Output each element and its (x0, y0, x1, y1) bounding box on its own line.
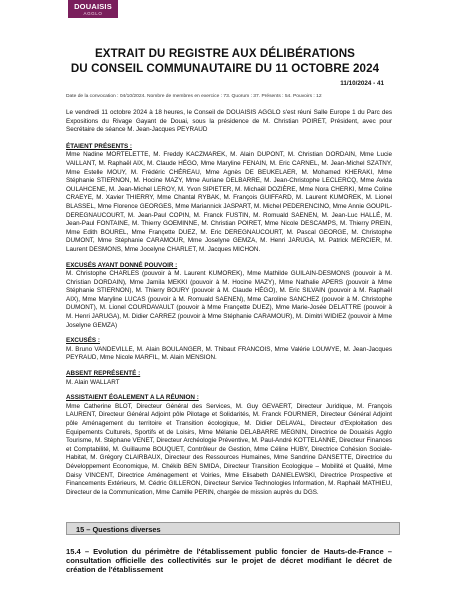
document-title (0, 47, 450, 76)
deliberation-reference: 11/10/2024 - 41 (340, 80, 384, 87)
excuses-list: M. Bruno VANDEVILLE, M. Alain BOULANGER, M. Thibaut FRANCOIS, Mme Valérie LOUWYE, M. Jean-Jacques PEYRAUD, Mme Nicole MARFIL, M. Alain MENSION. (66, 345, 392, 362)
convocation-info: Date de la convocation : 04/10/2024. Nombre de membres en exercice : 73. Quorum : 37. Présents : 54. Pouvoirs : 12 (66, 94, 322, 99)
douaisis-agglo-logo (68, 0, 118, 18)
section-band-label: 15 – Questions diverses (76, 525, 161, 534)
logo-main-text: DOUAISIS (74, 1, 112, 11)
assistaient-list: Mme Catherine BLOT, Directeur Général des Services, M. Guy GEVAERT, Directeur Juridique, M. François LAURENT, Directeur Général Adjoint pôle Pilotage et Solidarités, M. Franck FOURNIER, Directeur Général Adjoint pôle Aménagement du territoire et Transition écologique, M. Didier DELAVAL, Directeur d'Exploitation des Equipements Culturels, Sportifs et de Loisirs, Mme Mélanie DELABARRE MEGNIN, Directrice de Douaisis Agglo Tourisme, M. Stéphane VENET, Directeur Archéologie Préventive, M. Paul-André KOTTELANNE, Directeur Finances et Comptabilité, M. Guillaume BOUQUET, Contrôleur de Gestion, Mme Céline HUBY, Directrice Cohésion Sociale-Habitat, M. Grégory CLAIRBAUX, Directeur des Ressources Humaines, Mme Sandrine DANSETTE, Directrice du Développement Economique, M. Chékib BEN SMIDA, Directeur Transition Ecologique – Mobilité et Qualité, Mme Daisy VINCENT, Directrice Aménagement et Voiries, Mme Elisabeth DANIELEWSKI, Directrice Prospective et Financements Extérieurs, M. Cédric GILLERON, Directeur Service Technologies Information, M. Raphaël MATHIEU, Directeur de la Communication, Mme Camille PERIN, chargée de mission auprès du DGS. (66, 402, 392, 496)
assistaient-heading: ASSISTAIENT ÉGALEMENT A LA RÉUNION : (66, 394, 199, 402)
agenda-item-title: 15.4 – Evolution du périmètre de l'établissement public foncier de Hauts-de-France – consultation officielle des collectivités sur le projet de décret modifiant le décret de création de l'établissement (66, 547, 392, 575)
excuses-pouvoir-list: M. Christophe CHARLES (pouvoir à M. Laurent KUMOREK), Mme Mathilde GUILAIN-DESMONS (pouvoir à M. Christian DORDAIN), Mme Jamila MEKKI (pouvoir à M. Hocine MAZY), Mme Nathalie APERS (pouvoir à Mme Stéphanie STIERNON), M. Thierry BOURY (pouvoir à M. Claude HÉGO), M. Eric SILVAIN (pouvoir à M. Raphaël AIX), Mme Maryline LUCAS (pouvoir à M. Romuald SAENEN), Mme Caroline SANCHEZ (pouvoir à M. Christophe DUMONT), M. Lionel COURDAVAULT (pouvoir à Mme Françette DUEZ), Mme Marie-Josée DELATTRE (pouvoir à M. Henri JARUGA), M. Didier CARREZ (pouvoir à Mme Stéphanie CARAMOUR), M. Dimitri WIDIEZ (pouvoir à Mme Joselyne GEMZA) (66, 270, 392, 329)
excuses-pouvoir-heading: EXCUSÉS AYANT DONNÉ POUVOIR : (66, 261, 178, 269)
excuses-heading: EXCUSÉS : (66, 337, 100, 345)
intro-paragraph: Le vendredi 11 octobre 2024 à 18 heures, le Conseil de DOUAISIS AGGLO s'est réuni Salle Europe 1 du Parc des Expositions du Rivage Gayant de Douai, sous la présidence de M. Christian POIRET, Président, avec pour Secrétaire de séance M. Jean-Jacques PEYRAUD (66, 109, 392, 134)
minutes-body (66, 109, 392, 497)
presents-heading: ÉTAIENT PRÉSENTS : (66, 142, 133, 150)
absent-heading: ABSENT REPRÉSENTÉ : (66, 370, 141, 378)
absent-list: M. Alain WALLART (66, 378, 120, 386)
title-line-2: DU CONSEIL COMMUNAUTAIRE DU 11 OCTOBRE 2024 (70, 61, 380, 75)
section-band (66, 522, 400, 535)
logo-sub-text: AGGLO (83, 10, 103, 16)
presents-list: Mme Nadine MORTELETTE, M. Freddy KACZMAREK, M. Alain DUPONT, M. Christian DORDAIN, Mme Lucie VAILLANT, M. Raphaël AIX, M. Claude HÉGO, Mme Maryline FENAIN, M. Eric CARNEL, M. Jean-Michel SZATNY, Mme Estelle MOUY, M. Frédéric CHÉREAU, Mme Agnès DE BEUKELAER, M. Mohamed KHERAKI, Mme Stéphanie STIERNON, M. Hocine MAZY, Mme Auriane DELBARRE, M. Jean-Christophe LECLERCQ, Mme Avida OULAHCENE, M. Jean-Michel LEROY, M. Yvon SIPIETER, M. Michaël DOZIÈRE, Mme Nora CHERKI, Mme Coline CRAEYE, M. Xavier THIERRY, Mme Chantal RYBAK, M. François GUIFFARD, M. Laurent KUMOREK, M. Lionel BLASSEL, Mme Florence GEORGES, Mme Mariannick JASPART, M. Michel PEDERENCINO, Mme Annie GOUPIL-DEREGNAUCOURT, M. Jean-Paul COPIN, M. Franck FUSTIN, M. Romuald SAENEN, M. Jean-Luc HALLÉ, M. Jean-Paul FONTAINE, M. Thierry GOEMINNE, M. Christian POIRET, Mme Nicole DESCAMPS, M. Thierry PREIN, Mme Edith BOUREL, Mme Françette DUEZ, M. Eric DEREGNAUCOURT, M. Pascal GEORGE, M. Christophe DUMONT, Mme Stéphanie CARAMOUR, Mme Joselyne GEMZA, M. Henri JARUGA, M. Patrick MERCIER, M. Laurent DESMONS, Mme Jocelyne CHARLET, M. Jacques MICHON. (66, 151, 392, 253)
title-line-1: EXTRAIT DU REGISTRE AUX DÉLIBÉRATIONS (94, 47, 356, 60)
